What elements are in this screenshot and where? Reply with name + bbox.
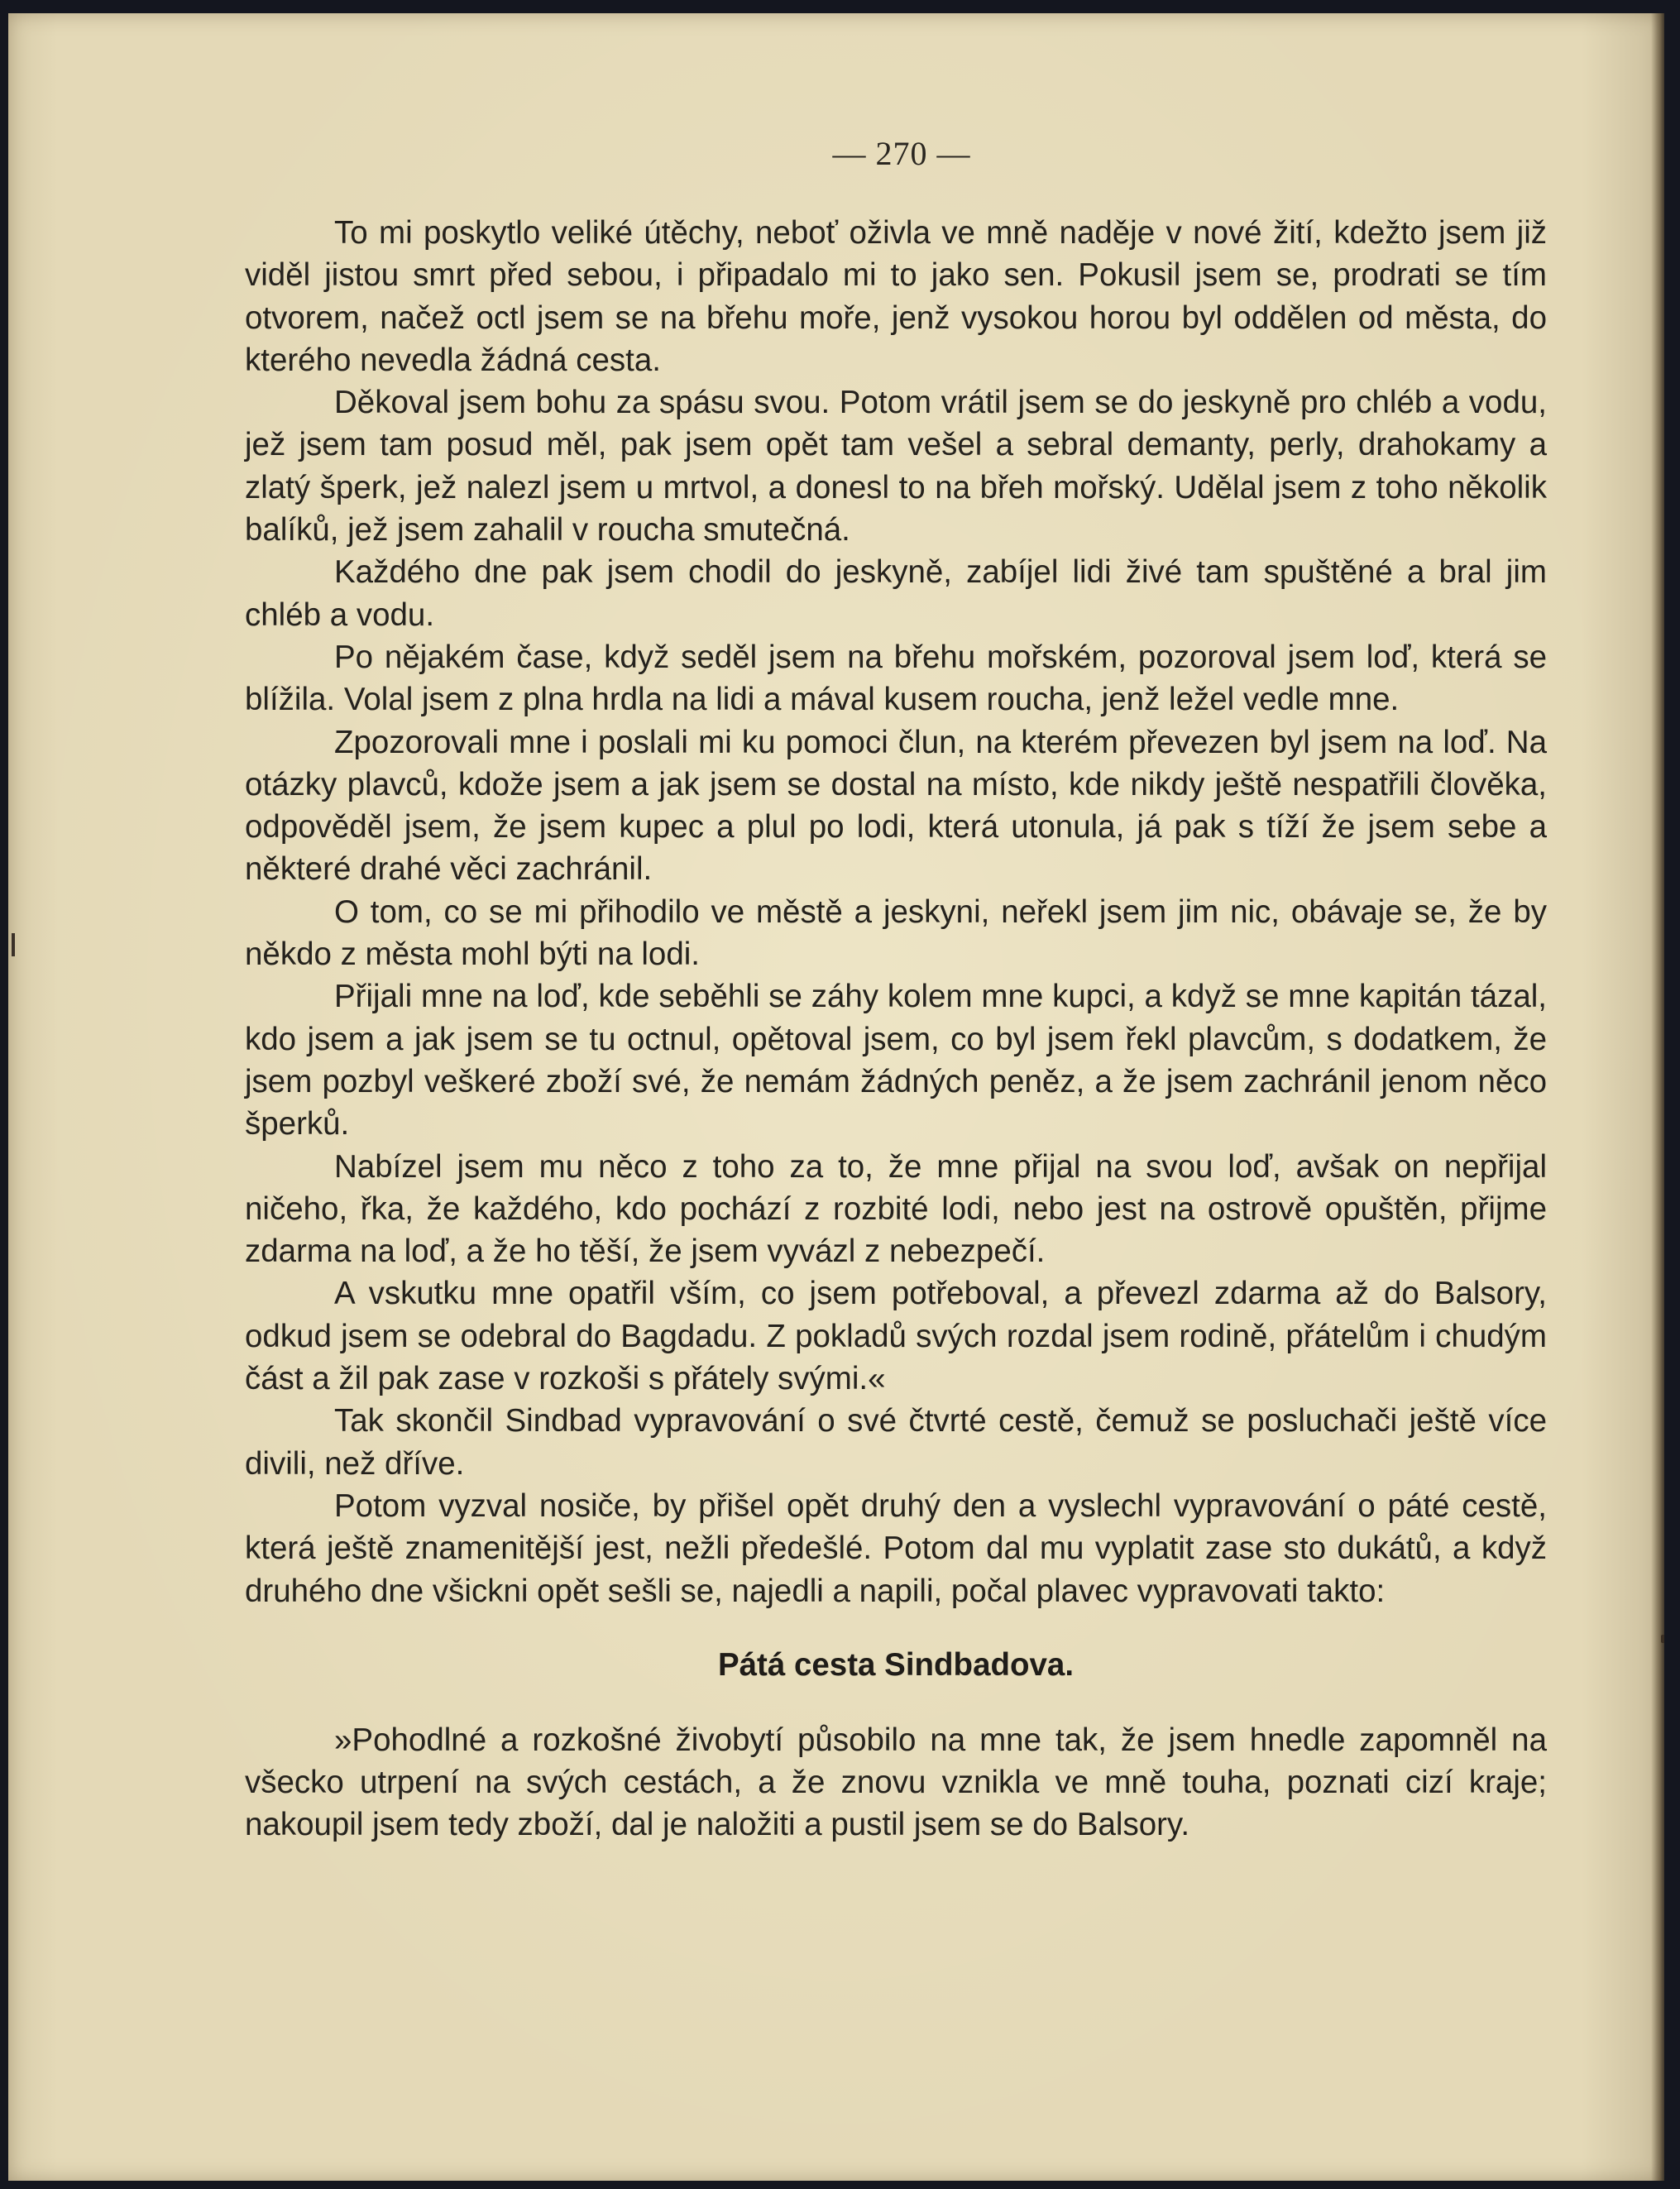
edge-mark	[12, 933, 15, 956]
paragraph: Potom vyzval nosiče, by přišel opět druhý den a vyslechl vypravování o páté cestě, která ještě znamenitější jest, nežli předešlé. Potom dal mu vyplatit zase sto dukátů, a když druhého dne všickni opět sešli se, najedli a napili, počal plavec vypravovati takto:	[245, 1487, 1547, 1609]
paragraph: Nabízel jsem mu něco z toho za to, že mne přijal na svou loď, avšak on nepřijal ničeho, řka, že každého, kdo pochází z rozbité lodi, nebo jest na ostrově opuštěn, přijme zdarma na loď, a že ho těší, že jsem vyvázl z nebezpečí.	[245, 1148, 1547, 1270]
book-page	[8, 13, 1664, 2181]
paragraph: Děkoval jsem bohu za spásu svou. Potom vrátil jsem se do jeskyně pro chléb a vodu, jež jsem tam posud měl, pak jsem opět tam vešel a sebral demanty, perly, drahokamy a zlatý šperk, jež nalezl jsem u mrtvol, a donesl to na břeh mořský. Udělal jsem z toho několik balíků, jež jsem zahalil v roucha smutečná.	[245, 385, 1547, 548]
paragraph: Zpozorovali mne i poslali mi ku pomoci člun, na kterém převezen byl jsem na loď. Na otázky plavců, kdože jsem a jak jsem se dostal na místo, kde nikdy ještě nespatřili člověka, odpověděl jsem, že jsem kupec a plul po lodi, která utonula, já pak s tíží že jsem sebe a některé drahé věci zachránil.	[245, 724, 1547, 888]
page-gutter-shadow	[1651, 13, 1664, 2181]
binding-mark	[1661, 1635, 1664, 1643]
paragraph: To mi poskytlo veliké útěchy, neboť oživla ve mně naděje v nové žití, kdežto jsem již viděl jistou smrt před sebou, i připadalo mi to jako sen. Pokusil jsem se, prodrati se tím otvorem, načež octl jsem se na břehu moře, jenž vysokou horou byl oddělen od města, do kterého nevedla žádná cesta.	[245, 215, 1547, 378]
paragraph: Po nějakém čase, když seděl jsem na břehu mořském, pozoroval jsem loď, která se blížila. Volal jsem z plna hrdla na lidi a mával kusem roucha, jenž ležel vedle mne.	[245, 639, 1547, 718]
paragraph: Tak skončil Sindbad vypravování o své čtvrté cestě, čemuž se posluchači ještě více divili, než dříve.	[245, 1403, 1547, 1482]
paragraph: A vskutku mne opatřil vším, co jsem potřeboval, a převezl zdarma až do Balsory, odkud jsem se odebral do Bagdadu. Z pokladů svých rozdal jsem rodině, přátelům i chudým část a žil pak zase v rozkoši s přátely svými.«	[245, 1276, 1547, 1397]
paragraph: »Pohodlné a rozkošné živobytí působilo na mne tak, že jsem hnedle zapomněl na všecko utrpení na svých cestách, a že znovu vznikla ve mně touha, poznati cizí kraje; nakoupil jsem tedy zboží, dal je naložiti a pustil jsem se do Balsory.	[245, 1722, 1547, 1843]
paragraph: Přijali mne na loď, kde seběhli se záhy kolem mne kupci, a když se mne kapitán tázal, kdo jsem a jak jsem se tu octnul, opětoval jsem, co byl jsem řekl plavcům, s dodatkem, že jsem pozbyl veškeré zboží své, že nemám žádných peněz, a že jsem zachránil jenom něco šperků.	[245, 979, 1547, 1142]
chapter-heading: Pátá cesta Sindbadova.	[717, 1646, 1075, 1683]
paragraph: Každého dne pak jsem chodil do jeskyně, zabíjel lidi živé tam spuštěné a bral jim chléb a vodu.	[245, 554, 1547, 633]
page-number: — 270 —	[832, 135, 971, 172]
paragraph: O tom, co se mi přihodilo ve městě a jeskyni, neřekl jsem jim nic, obávaje se, že by někdo z města mohl býti na lodi.	[245, 893, 1547, 973]
page-body-text	[245, 212, 1547, 1847]
